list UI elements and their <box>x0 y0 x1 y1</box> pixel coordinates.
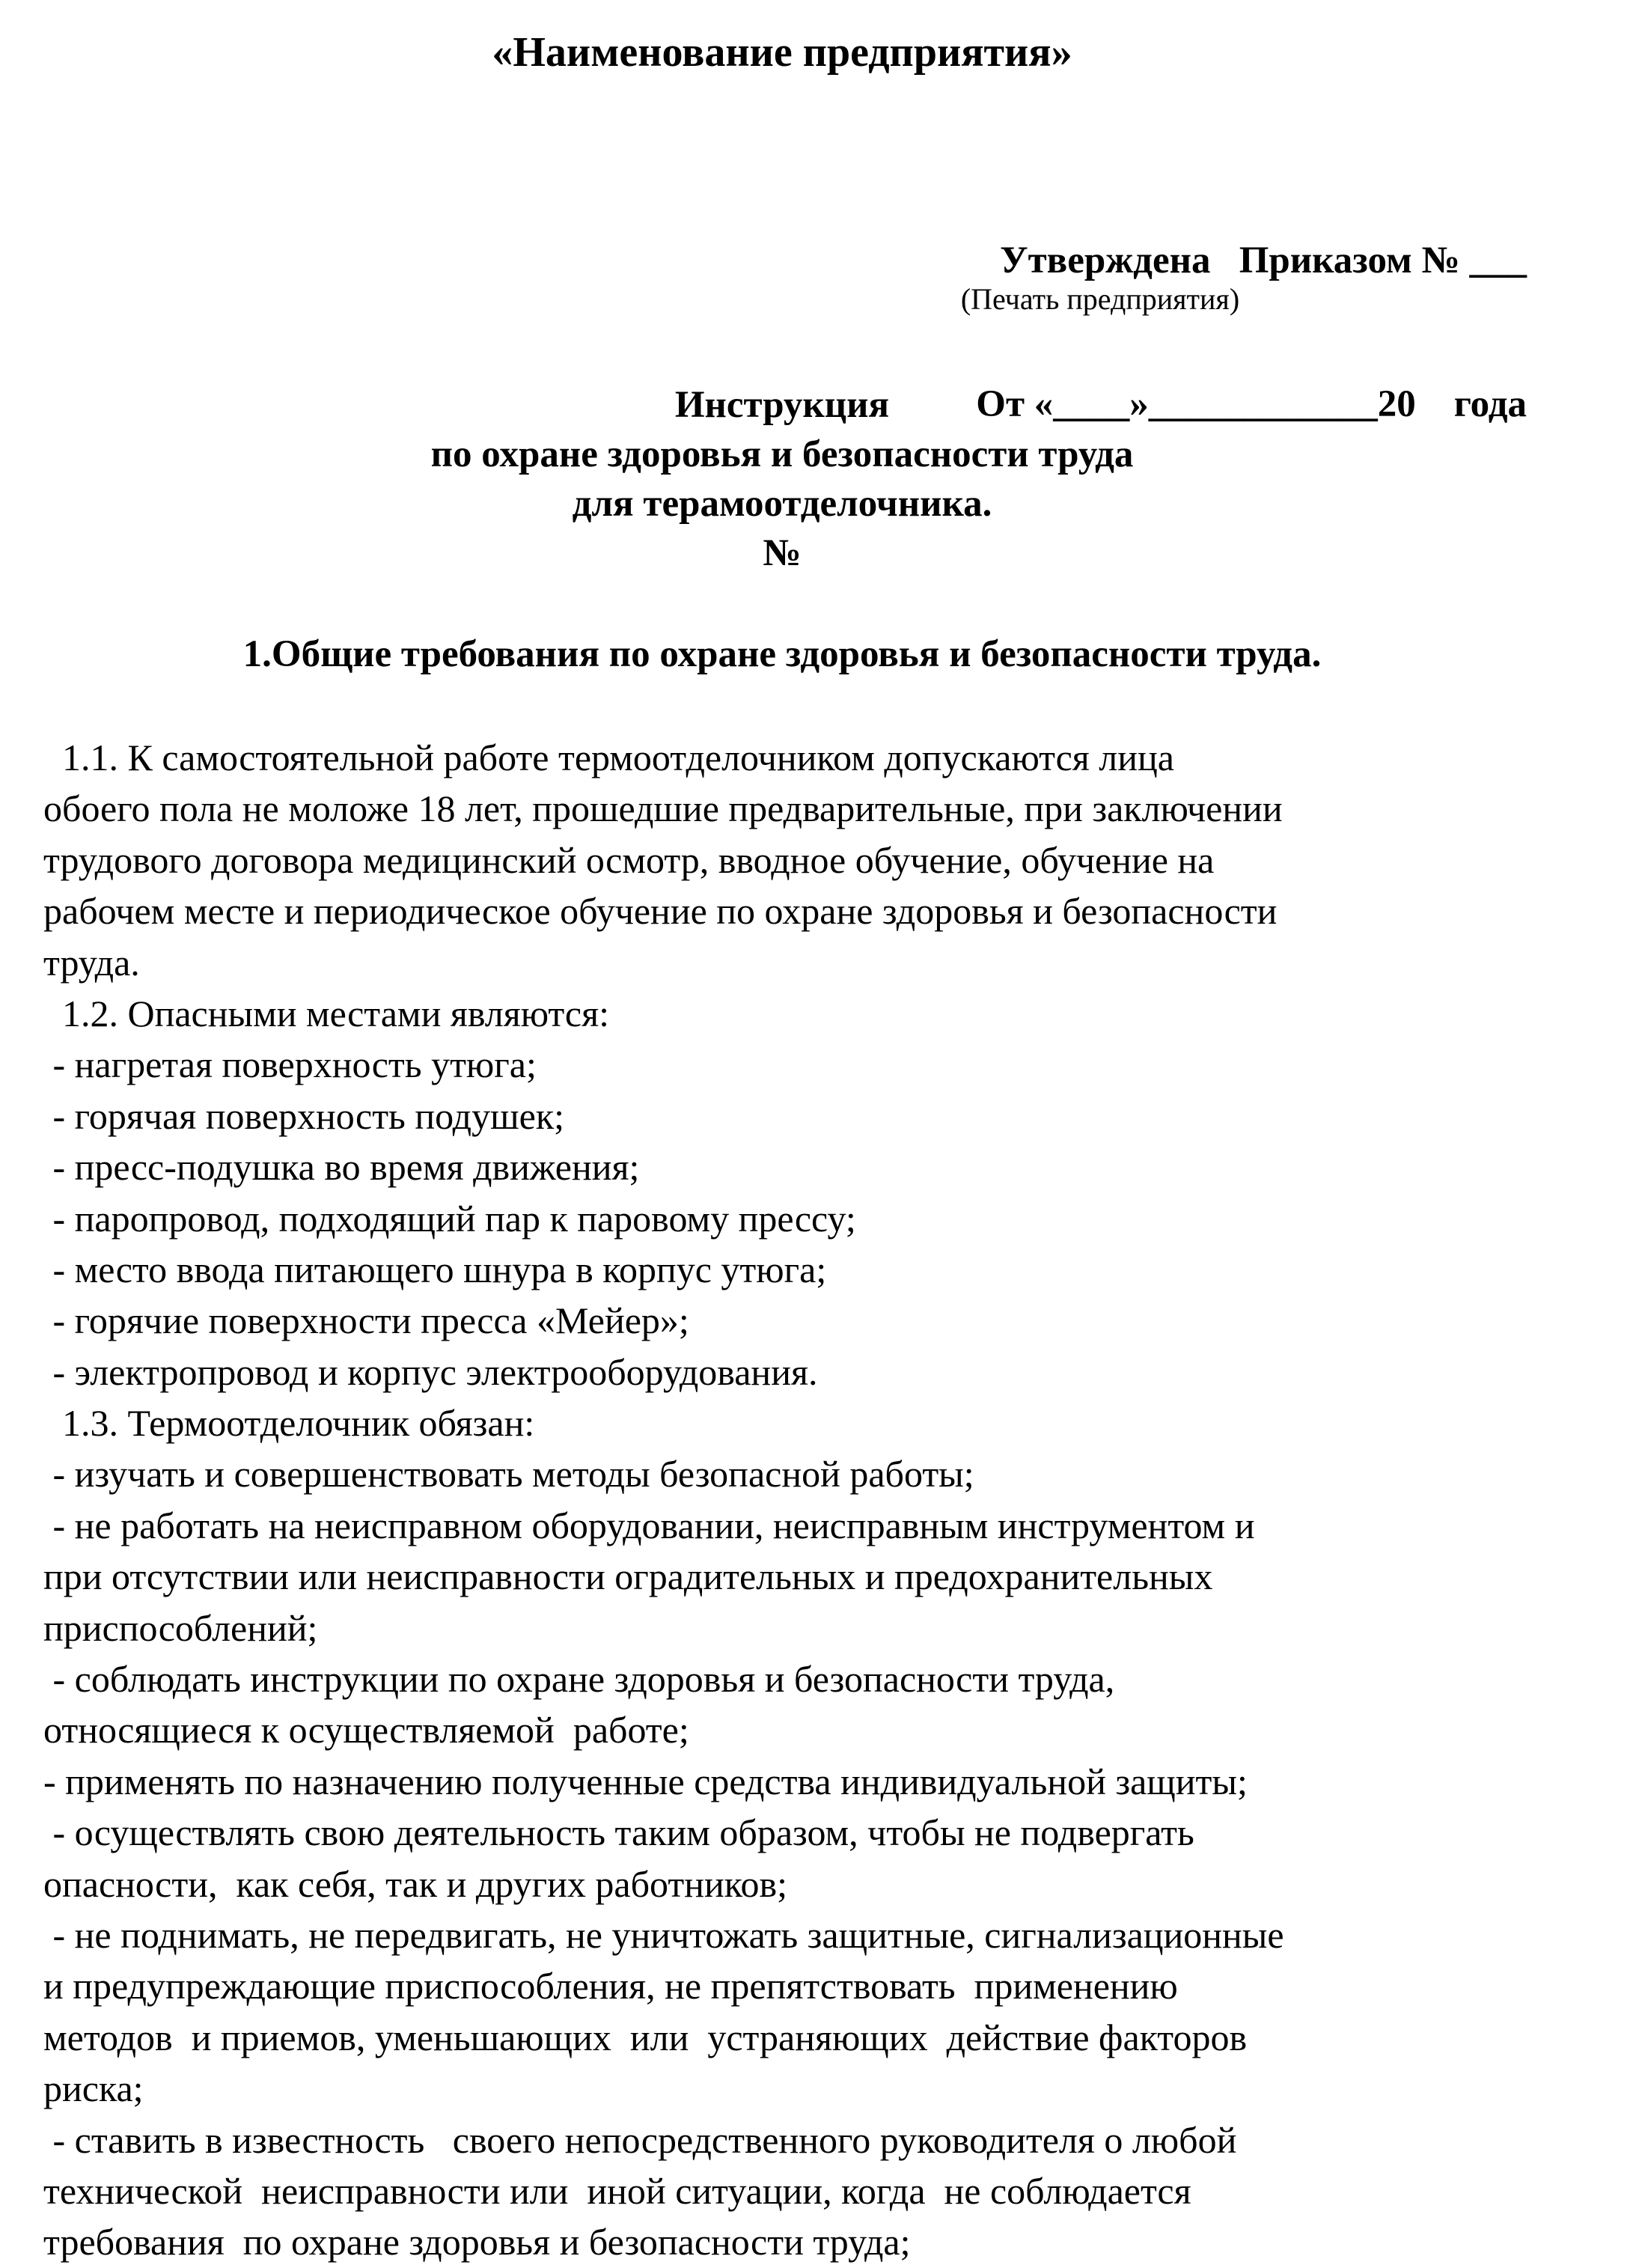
section-heading: 1.Общие требования по охране здоровья и безопасности труда. <box>242 633 1322 675</box>
body-line: при отсутствии или неисправности оградительных и предохранительных <box>43 1555 1213 1598</box>
body-line: опасности, как себя, так и других работников; <box>43 1862 787 1905</box>
body-line: приспособлений; <box>43 1606 318 1649</box>
body-line: - электропровод и корпус электрооборудования. <box>43 1350 818 1393</box>
body-line: - изучать и совершенствовать методы безопасной работы; <box>43 1453 974 1496</box>
title-line-1: Инструкция <box>674 384 890 426</box>
body-line: - горячая поверхность подушек; <box>43 1094 564 1137</box>
body-line: - пресс-подушка во время движения; <box>43 1146 640 1189</box>
approval-order-line: Утверждена Приказом № ___ <box>1000 240 1527 281</box>
body-line: - не поднимать, не передвигать, не уничтожать защитные, сигнализационные <box>43 1913 1284 1956</box>
document-title <box>0 380 1564 578</box>
body-line: - применять по назначению полученные средства индивидуальной защиты; <box>43 1760 1248 1802</box>
title-number: № <box>763 532 802 574</box>
body-line: относящиеся к осуществляемой работе; <box>43 1709 689 1752</box>
body-text <box>43 732 1585 2268</box>
body-line: рабочем месте и периодическое обучение по охране здоровья и безопасности <box>43 890 1278 933</box>
body-line: трудового договора медицинский осмотр, вводное обучение, обучение на <box>43 838 1215 881</box>
body-line: требования по охране здоровья и безопасности труда; <box>43 2221 911 2264</box>
body-line: - ставить в известность своего непосредственного руководителя о любой <box>43 2118 1237 2161</box>
body-line: 1.3. Термоотделочник обязан: <box>43 1402 535 1445</box>
body-line: - место ввода питающего шнура в корпус утюга; <box>43 1248 827 1290</box>
body-line: риска; <box>43 2067 144 2110</box>
body-line: - нагретая поверхность утюга; <box>43 1043 537 1086</box>
body-line: труда. <box>43 941 140 984</box>
approval-date-line: От «____»____________20 года <box>976 383 1527 425</box>
body-line: методов и приемов, уменьшающих или устраняющих действие факторов <box>43 2016 1248 2058</box>
body-line: обоего пола не моложе 18 лет, прошедшие предварительные, при заключении <box>43 787 1283 830</box>
body-line: - горячие поверхности пресса «Мейер»; <box>43 1299 689 1342</box>
title-line-2: по охране здоровья и безопасности труда <box>430 433 1134 475</box>
body-line: технической неисправности или иной ситуации, когда не соблюдается <box>43 2169 1191 2212</box>
body-line: 1.2. Опасными местами являются: <box>43 992 609 1034</box>
company-name: «Наименование предприятия» <box>492 29 1072 76</box>
body-line: - паропровод, подходящий пар к паровому прессу; <box>43 1197 856 1240</box>
title-line-3: для терамоотделочника. <box>572 483 992 525</box>
body-line: и предупреждающие приспособления, не препятствовать применению <box>43 1965 1178 2008</box>
stamp-note: (Печать предприятия) <box>960 282 1240 316</box>
body-line: - не работать на неисправном оборудовании, неисправным инструментом и <box>43 1504 1255 1546</box>
body-line: - соблюдать инструкции по охране здоровья и безопасности труда, <box>43 1658 1115 1701</box>
body-line: 1.1. К самостоятельной работе термоотделочником допускаются лица <box>43 737 1174 778</box>
body-line: - осуществлять свою деятельность таким образом, чтобы не подвергать <box>43 1811 1194 1854</box>
